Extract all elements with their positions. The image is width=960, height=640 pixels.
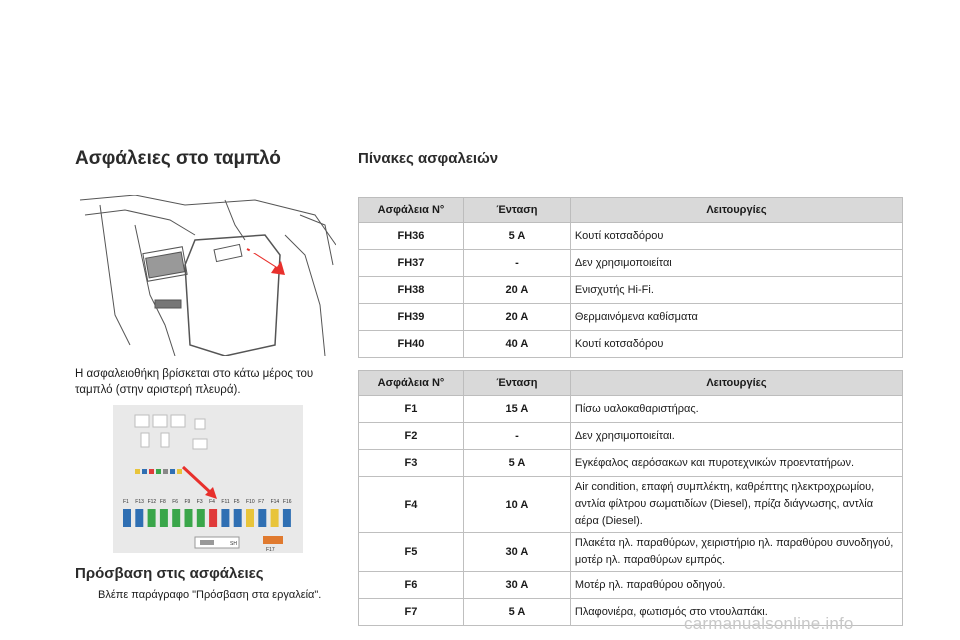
fuse-blade: [271, 509, 279, 527]
fuse-number-cell: FH37: [359, 250, 464, 277]
fuse-blade: [283, 509, 291, 527]
fuse-label: F3: [196, 499, 203, 505]
fuse-rating-cell: 5 A: [463, 450, 570, 477]
fuse-number-cell: F4: [359, 477, 464, 533]
fuse-number-cell: F6: [359, 572, 464, 599]
fuse-blade: [221, 509, 229, 527]
fuse-number-cell: FH39: [359, 304, 464, 331]
fuse-function-cell: Μοτέρ ηλ. παραθύρου οδηγού.: [570, 572, 902, 599]
fuse-rating-cell: 20 A: [463, 277, 570, 304]
table-row: [359, 331, 903, 358]
fuse-label: F9: [184, 499, 191, 505]
fuse-layout-diagram: [113, 405, 303, 553]
section-title-fuse-tables: Πίνακες ασφαλειών: [358, 150, 499, 167]
fuse-number-cell: F5: [359, 533, 464, 572]
fuse-blade: [185, 509, 193, 527]
fuse-number-cell: FH38: [359, 277, 464, 304]
fuse-blade: [123, 509, 131, 527]
fuse-rating-cell: 20 A: [463, 304, 570, 331]
fusebox-location-photo: [75, 195, 336, 356]
fuse-rating-cell: 5 A: [463, 599, 570, 626]
fuse-number-cell: F1: [359, 396, 464, 423]
fuse-rating-cell: 40 A: [463, 331, 570, 358]
fuse-label: F14: [270, 499, 280, 505]
fuse-access-text: Βλέπε παράγραφο "Πρόσβαση στα εργαλεία".: [98, 589, 322, 601]
fuse-function-cell: Δεν χρησιμοποιείται.: [570, 423, 902, 450]
fuse-rating-cell: 5 A: [463, 223, 570, 250]
fuse-function-cell: Πλαφονιέρα, φωτισμός στο ντουλαπάκι.: [570, 599, 902, 626]
fuse-number-cell: F2: [359, 423, 464, 450]
fuse-rating-cell: 15 A: [463, 396, 570, 423]
table-row: [359, 396, 903, 423]
fuse-function-cell: Πλακέτα ηλ. παραθύρων, χειριστήριο ηλ. παραθύρου συνοδηγού, μοτέρ ηλ. παραθύρων εμπρός.: [570, 533, 902, 572]
fuse-table-fh: [358, 197, 903, 358]
fuse-blade: [209, 509, 217, 527]
fuse-function-cell: Δεν χρησιμοποιείται: [570, 250, 902, 277]
fuse-label: F7: [258, 499, 265, 505]
col-header-functions: Λειτουργίες: [570, 371, 902, 396]
fuse-label: F1: [123, 499, 129, 505]
fuse-function-cell: Κουτί κοτσαδόρου: [570, 331, 902, 358]
fuse-function-cell: Θερμαινόμενα καθίσματα: [570, 304, 902, 331]
fuse-label: F4: [209, 499, 215, 505]
diagram-f17-label: F17: [266, 547, 275, 553]
fuse-number-cell: F3: [359, 450, 464, 477]
col-header-functions: Λειτουργίες: [570, 198, 902, 223]
table-row: [359, 304, 903, 331]
fuse-blade: [246, 509, 254, 527]
table-row: [359, 572, 903, 599]
fuse-label: F6: [172, 499, 179, 505]
section-title-dashboard-fuses: Ασφάλειες στο ταμπλό: [75, 148, 281, 169]
fuse-blade: [172, 509, 180, 527]
fuse-label: F11: [221, 499, 230, 505]
fuse-label: F10: [246, 499, 255, 505]
fuse-number-cell: FH36: [359, 223, 464, 250]
fuse-number-cell: FH40: [359, 331, 464, 358]
fuse-rating-cell: 10 A: [463, 477, 570, 533]
fuse-function-cell: Air condition, επαφή συμπλέκτη, καθρέπτης ηλεκτροχρωμίου, αντλία φίλτρου σωματιδίων (Diesel), πρίζα διάγνωσης, αντλία αέρα (Diesel).: [570, 477, 902, 533]
fuse-label: F5: [233, 499, 240, 505]
col-header-fuse-no: Ασφάλεια N°: [359, 198, 464, 223]
fuse-blade: [197, 509, 205, 527]
fuse-function-cell: Πίσω υαλοκαθαριστήρας.: [570, 396, 902, 423]
fuse-rating-cell: 30 A: [463, 572, 570, 599]
fuse-rating-cell: -: [463, 250, 570, 277]
fuse-blade: [160, 509, 168, 527]
fuse-blade: [234, 509, 242, 527]
table-row: [359, 223, 903, 250]
fuse-blade: [135, 509, 143, 527]
fuse-number-cell: F7: [359, 599, 464, 626]
fuse-label: F8: [159, 499, 166, 505]
fuse-label: F13: [135, 499, 144, 505]
fuse-blade: [148, 509, 156, 527]
fuse-table-f: [358, 370, 903, 626]
table-row: [359, 533, 903, 572]
table-row: [359, 423, 903, 450]
col-header-rating: Ένταση: [463, 198, 570, 223]
table-row: [359, 450, 903, 477]
fuse-rating-cell: -: [463, 423, 570, 450]
fuse-blade: [258, 509, 266, 527]
fusebox-location-description: Η ασφαλειοθήκη βρίσκεται στο κάτω μέρος του ταμπλό (στην αριστερή πλευρά).: [75, 368, 314, 396]
section-title-fuse-access: Πρόσβαση στις ασφάλειες: [75, 565, 264, 582]
fuse-function-cell: Ενισχυτής Hi-Fi.: [570, 277, 902, 304]
watermark: carmanualsonline.info: [684, 614, 854, 633]
table-row: [359, 277, 903, 304]
col-header-rating: Ένταση: [463, 371, 570, 396]
fuse-label: F12: [147, 499, 157, 505]
fuse-function-cell: Εγκέφαλος αερόσακων και πυροτεχνικών προεντατήρων.: [570, 450, 902, 477]
col-header-fuse-no: Ασφάλεια N°: [359, 371, 464, 396]
fuse-function-cell: Κουτί κοτσαδόρου: [570, 223, 902, 250]
fuse-access-instruction: [80, 589, 321, 601]
table-row: [359, 477, 903, 533]
fuse-label: F16: [282, 499, 292, 505]
diagram-sh-label: SH: [230, 541, 237, 547]
fuse-rating-cell: 30 A: [463, 533, 570, 572]
table-row: [359, 250, 903, 277]
